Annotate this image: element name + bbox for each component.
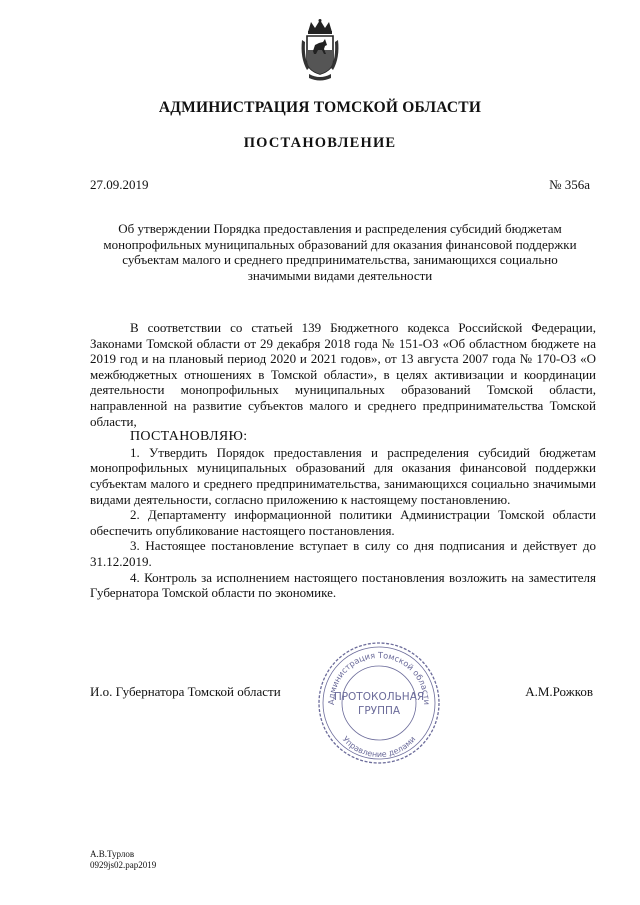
stamp-center-line-2: ГРУППА: [357, 705, 401, 717]
document-subject: Об утверждении Порядка предоставления и распределения субсидий бюджетам монопрофильных муниципальных образований для оказания финансовой поддержки субъектам малого и среднего предпринимательства, занимающихся социально значимыми видами деятельности: [103, 221, 577, 283]
organization-title: АДМИНИСТРАЦИЯ ТОМСКОЙ ОБЛАСТИ: [158, 99, 482, 116]
stamp-center-line-1: ПРОТОКОЛЬНАЯ: [333, 691, 425, 703]
coat-of-arms-icon: [299, 18, 341, 84]
document-date: 27.09.2019: [90, 177, 149, 192]
document-type-title: ПОСТАНОВЛЕНИЕ: [243, 135, 397, 151]
stamp-ring-bottom-text: Управление делами: [340, 734, 418, 760]
signatory-position: И.о. Губернатора Томской области: [90, 684, 281, 699]
resolve-heading: ПОСТАНОВЛЯЮ:: [130, 429, 248, 445]
footer-block: [90, 849, 156, 871]
item-paragraph-4: 4. Контроль за исполнением настоящего постановления возложить на заместителя Губернатора Томской области по экономике.: [90, 569, 596, 601]
preamble-paragraph: В соответствии со статьей 139 Бюджетного кодекса Российской Федерации, Законами Томской области от 29 декабря 2018 года № 151-ОЗ «Об областном бюджете на 2019 год и на плановый период 2020 и 2021 годов», от 13 августа 2007 года № 170-ОЗ «О межбюджетных отношениях в Томской области», в целях активизации и координации деятельности монопрофильных муниципальных образований Томской области, направленной на развитие субъектов малого и среднего предпринимательства Томской области,: [90, 320, 596, 429]
stamp-ring-top-text: Администрация Томской области: [325, 649, 433, 706]
item-paragraph-3: 3. Настоящее постановление вступает в силу со дня подписания и действует до 31.12.2019.: [90, 538, 596, 569]
item-paragraph-2: 2. Департаменту информационной политики Администрации Томской области обеспечить опубликование настоящего постановления.: [90, 507, 596, 538]
official-stamp: [316, 640, 442, 766]
document-number: № 356а: [549, 177, 590, 192]
executor-name: А.В.Турлов: [90, 849, 135, 859]
document-body: [90, 320, 596, 601]
signatory-name: А.М.Рожков: [525, 684, 593, 699]
item-paragraph-1: 1. Утвердить Порядок предоставления и распределения субсидий бюджетам монопрофильных муниципальных образований для оказания финансовой поддержки субъектам малого и среднего предпринимательства, занимающихся социально значимыми видами деятельности, согласно приложению к настоящему постановлению.: [90, 444, 596, 507]
file-code: 0929js02.pap2019: [90, 860, 157, 870]
svg-text:Управление делами: [341, 735, 418, 759]
